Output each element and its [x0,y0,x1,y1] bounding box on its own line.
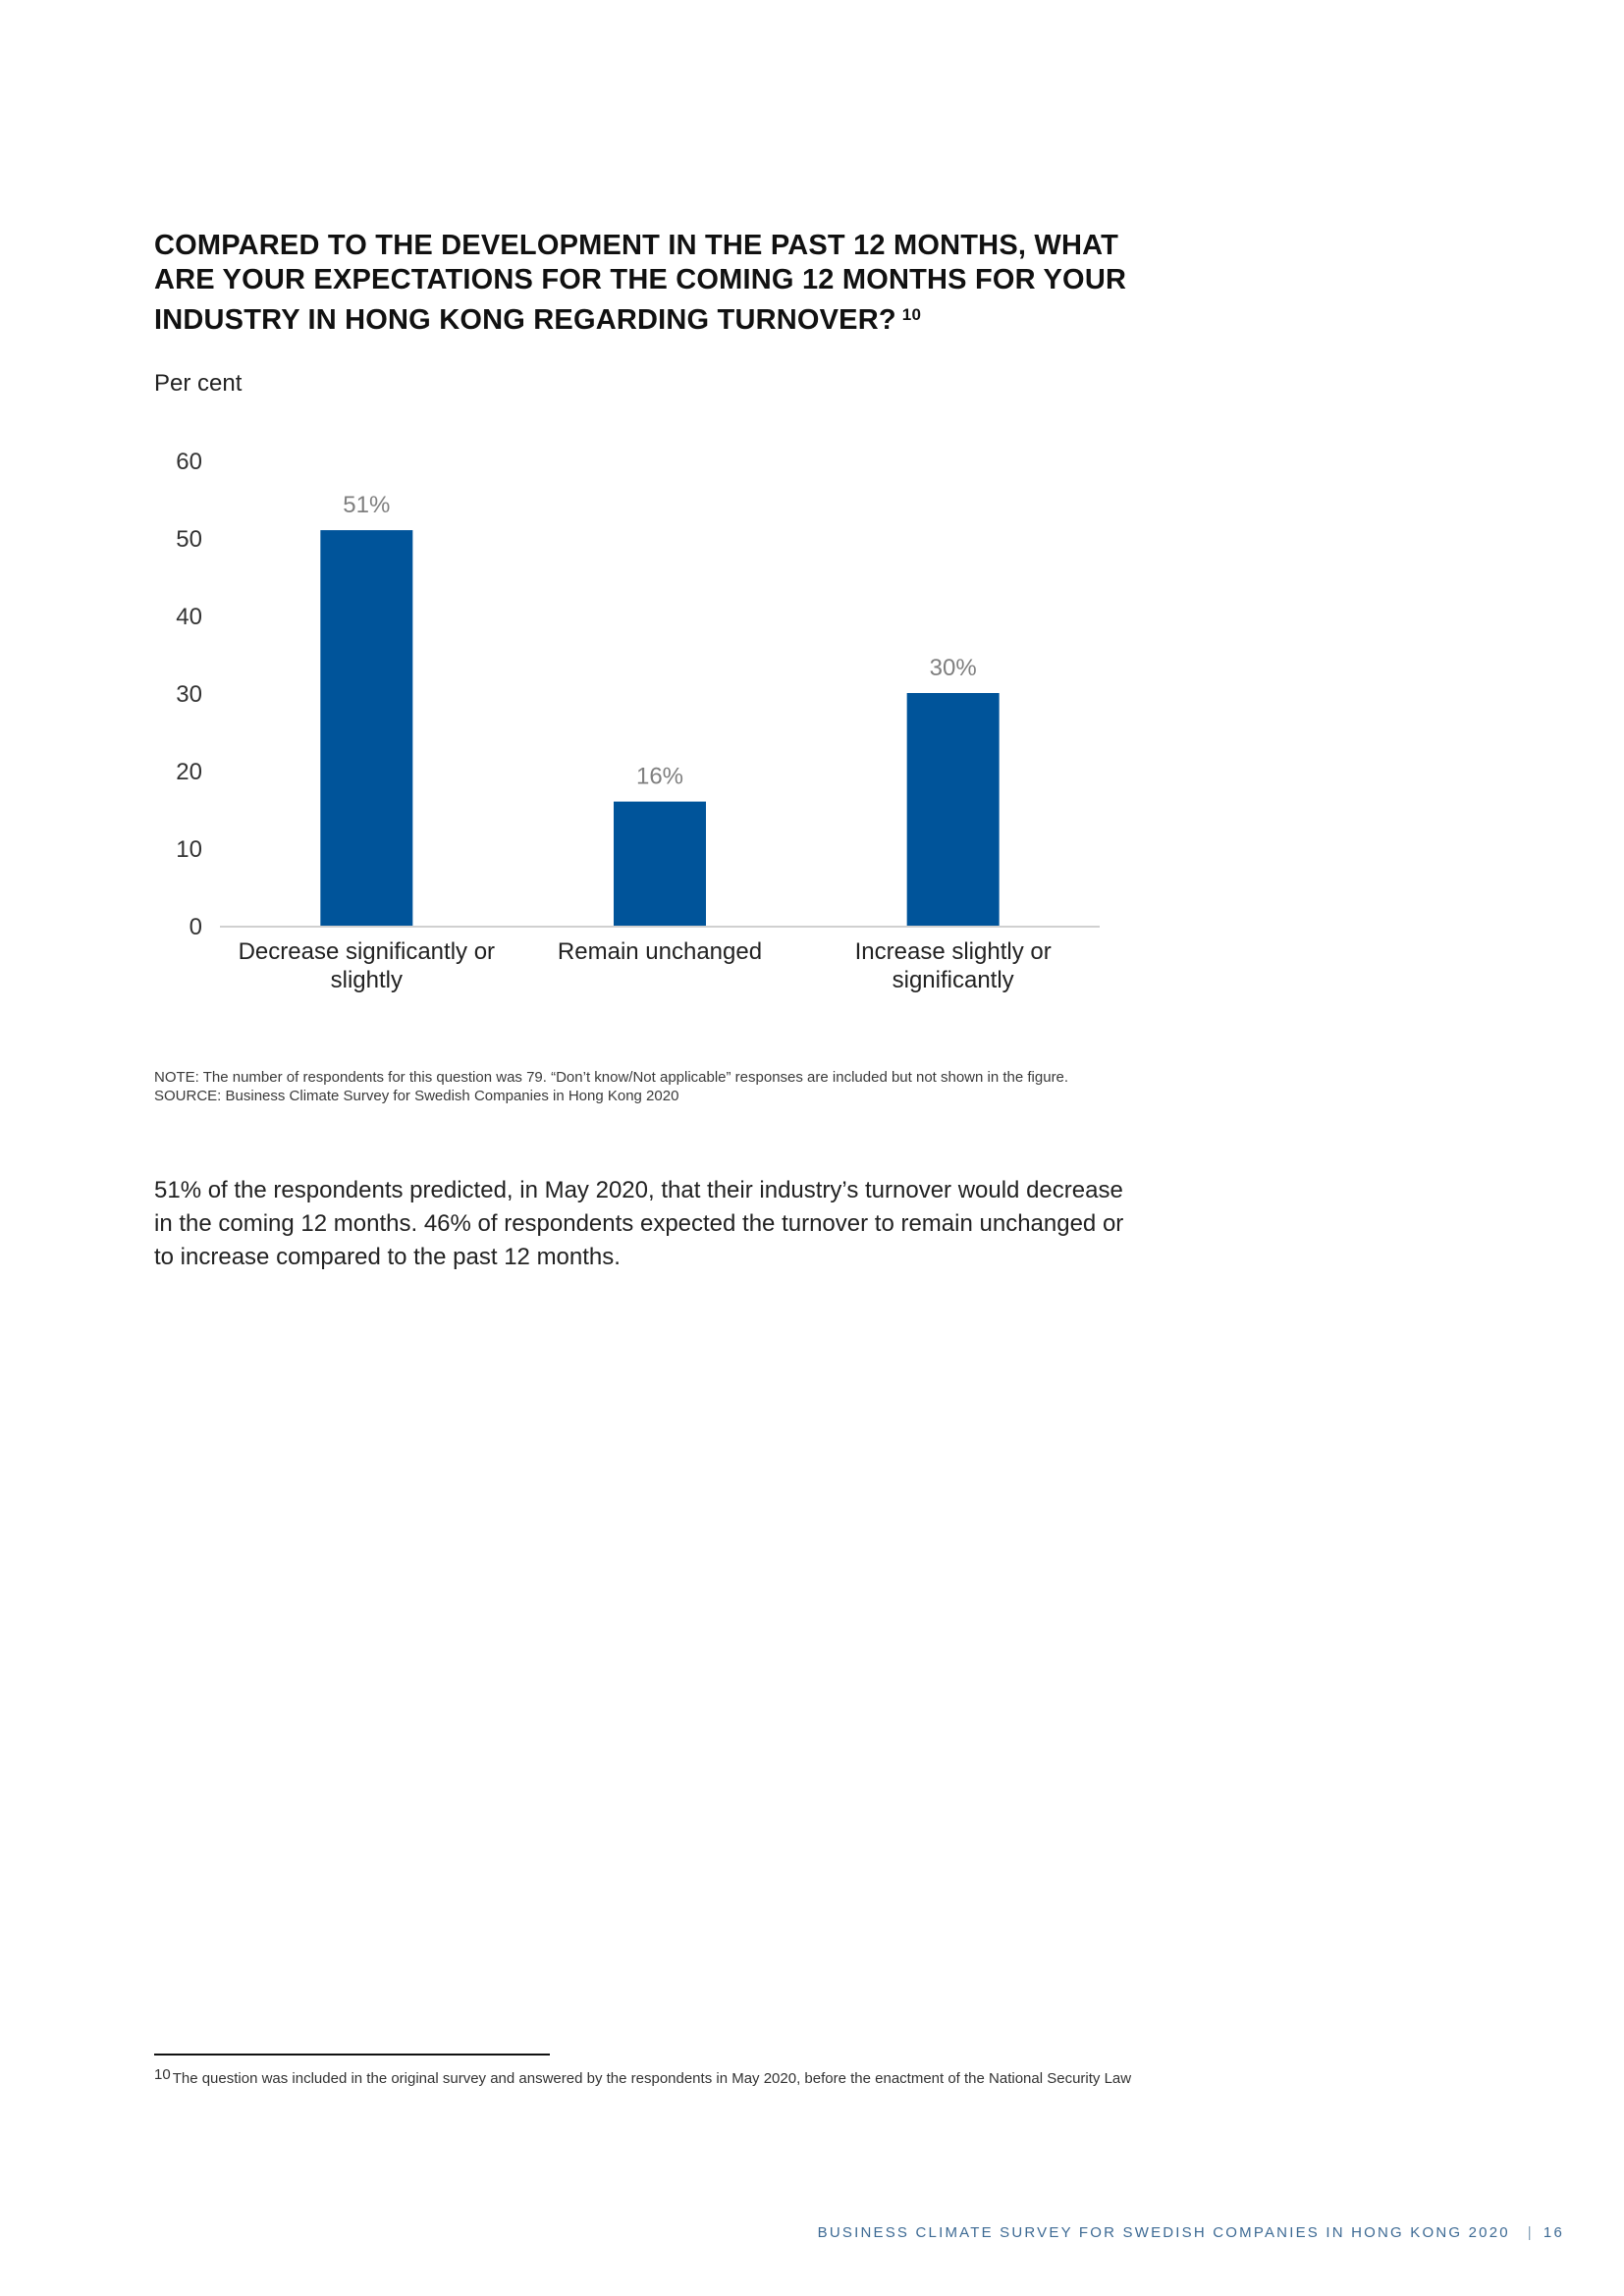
footnote-divider [154,2054,550,2056]
footer-separator: | [1527,2224,1534,2241]
page-footer [818,2224,1564,2241]
body-paragraph: 51% of the respondents predicted, in May 2020, that their industry’s turnover would decrease in the coming 12 months. 46% of respondents expected the turnover to remain unchanged or to increase compared to the past 12 months. [154,1177,1124,1270]
y-tick-label: 10 [176,836,202,863]
x-tick-label: Decrease significantly or [238,938,496,965]
chart-title-text: COMPARED TO THE DEVELOPMENT IN THE PAST 12 MONTHS, WHAT ARE YOUR EXPECTATIONS FOR THE COMING 12 MONTHS FOR YOUR INDUSTRY IN HONG KONG REGARDING TURNOVER? [154,230,1127,336]
y-tick-label: 30 [176,681,202,708]
title-footnote-ref: 10 [901,305,922,324]
y-tick-label: 40 [176,604,202,630]
x-tick-label: significantly [892,967,1014,993]
y-tick-label: 60 [176,449,202,475]
y-tick-label: 20 [176,759,202,785]
x-tick-label: slightly [330,967,404,993]
chart-title [154,229,1146,338]
data-label: 51% [343,492,391,519]
data-label: 16% [635,763,684,790]
chart-notes [154,1068,1136,1105]
bar [614,802,706,926]
unit-label: Per cent [154,370,243,397]
bar [320,530,412,926]
note-text: NOTE: The number of respondents for this question was 79. “Don’t know/Not applicable” responses are included but not shown in the figure. [154,1069,1069,1086]
footer-title: BUSINESS CLIMATE SURVEY FOR SWEDISH COMPANIES IN HONG KONG 2020 [817,2224,1510,2241]
footnote [154,2064,1136,2090]
page-number: 16 [1543,2224,1564,2241]
x-tick-label: Remain unchanged [557,938,763,965]
footnote-number: 10 [154,2066,171,2083]
x-tick-label: Increase slightly or [854,938,1052,965]
footnote-text: The question was included in the original survey and answered by the respondents in May 2020, before the enactment of the National Security Law [172,2070,1132,2087]
source-text: SOURCE: Business Climate Survey for Swedish Companies in Hong Kong 2020 [154,1088,679,1104]
y-tick-label: 0 [189,914,202,940]
y-tick-label: 50 [176,526,202,553]
bar-chart [147,437,1129,1016]
data-label: 30% [929,655,977,681]
bar [907,693,1000,926]
